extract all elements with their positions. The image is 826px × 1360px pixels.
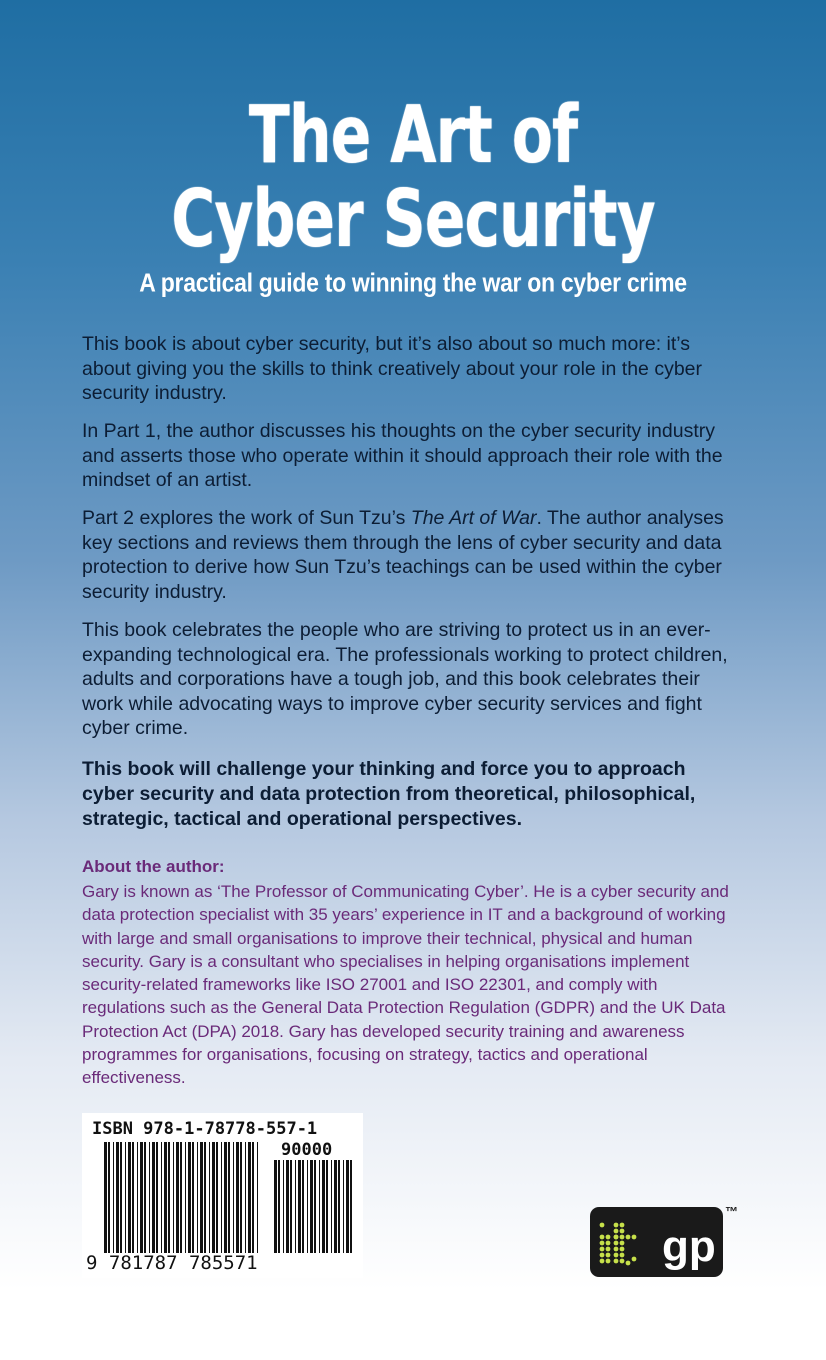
barcode-bar <box>319 1160 320 1253</box>
barcode-bar <box>224 1142 227 1253</box>
barcode-bar <box>252 1142 254 1253</box>
barcode-bar <box>302 1160 304 1253</box>
barcode-bar <box>346 1160 349 1253</box>
barcode-bar <box>156 1142 158 1253</box>
book-title-line-2: Cyber Security <box>171 173 655 266</box>
logo-dot <box>614 1241 619 1246</box>
logo-dot <box>620 1241 625 1246</box>
barcode-bar <box>209 1142 210 1253</box>
lead-statement: This book will challenge your thinking and force you to approach cyber security and data protection from theoretical, philosophical, strategic, tactical and operational perspectives. <box>82 758 696 830</box>
barcode-bar <box>314 1160 316 1253</box>
logo-dot <box>620 1253 625 1258</box>
trademark-symbol: ™ <box>725 1204 738 1219</box>
barcode-bar <box>283 1160 284 1253</box>
about-author-text: Gary is known as ‘The Professor of Communicating Cyber’. He is a cyber security and data protection specialist with 35 years’ experience in IT and a background of working with large and small organisations to improve their technical, physical and human security. Gary is a consultant who specialises in helping organisations implement security-related frameworks like ISO 27001 and ISO 22301, and comply with regulations such as the General Data Protection Regulation (GDPR) and the UK Data Protection Act (DPA) 2018. Gary has developed security training and awareness programmes for organisations, focusing on strategy, tactics and operational effectiveness. <box>82 882 729 1088</box>
barcode-bar <box>173 1142 174 1253</box>
barcode-bar <box>116 1142 119 1253</box>
barcode-bar <box>338 1160 340 1253</box>
barcode-bar <box>295 1160 296 1253</box>
barcode-bar <box>185 1142 186 1253</box>
barcode-bar <box>233 1142 234 1253</box>
barcode-bar <box>125 1142 126 1253</box>
logo-dot <box>600 1253 605 1258</box>
barcode-bar <box>132 1142 134 1253</box>
logo-dot <box>620 1247 625 1252</box>
barcode-bar <box>104 1142 107 1253</box>
art-of-war-italic: The Art of War <box>410 507 537 529</box>
barcode-bar <box>108 1142 110 1253</box>
barcode-bars-main <box>104 1142 258 1253</box>
logo-dot <box>620 1223 625 1228</box>
barcode-bar <box>274 1160 277 1253</box>
logo-dot <box>614 1247 619 1252</box>
logo-dot <box>606 1247 611 1252</box>
barcode-bar <box>326 1160 328 1253</box>
description-paragraph-2: In Part 1, the author discusses his thoughts on the cyber security industry and asserts those who operate within it should approach their role with the mindset of an artist. <box>82 420 723 491</box>
logo-dot <box>606 1253 611 1258</box>
barcode-bar <box>128 1142 131 1253</box>
barcode-bar <box>310 1160 313 1253</box>
barcode-bar <box>192 1142 194 1253</box>
logo-dot <box>614 1259 619 1264</box>
barcode-bar <box>228 1142 230 1253</box>
barcode-bar <box>343 1160 344 1253</box>
barcode-bar <box>245 1142 246 1253</box>
barcode-bar <box>331 1160 332 1253</box>
barcode-bar <box>307 1160 308 1253</box>
barcode-bar <box>216 1142 218 1253</box>
isbn-text: ISBN 978-1-78778-557-1 <box>92 1119 318 1139</box>
logo-dot-letters-it <box>600 1223 637 1266</box>
barcode-bar <box>286 1160 289 1253</box>
isbn-barcode <box>82 1113 363 1278</box>
description-paragraph-4: This book celebrates the people who are striving to protect us in an ever-expanding technological era. The professionals working to protect children, adults and corporations have a tough job, and this book celebrates their work while advocating ways to improve cyber security services and fight cyber crime. <box>82 619 728 739</box>
logo-dot <box>600 1241 605 1246</box>
description-paragraph-3 <box>82 506 742 604</box>
logo-dot <box>600 1223 605 1228</box>
logo-dot <box>626 1235 631 1240</box>
logo-dot <box>614 1235 619 1240</box>
barcode-bar <box>188 1142 191 1253</box>
barcode-bar <box>200 1142 203 1253</box>
logo-dot <box>614 1229 619 1234</box>
book-subtitle: A practical guide to winning the war on cyber crime <box>139 268 687 298</box>
book-title-line-1: The Art of <box>248 89 578 182</box>
barcode-bar <box>152 1142 155 1253</box>
about-author-heading: About the author: <box>82 857 225 876</box>
price-code-text: 90000 <box>281 1140 333 1160</box>
logo-dot <box>606 1235 611 1240</box>
barcode-bar <box>350 1160 352 1253</box>
barcode-digits: 9 781787 785571 <box>86 1252 258 1274</box>
barcode-bar <box>298 1160 301 1253</box>
barcode-bar <box>204 1142 206 1253</box>
barcode-bar <box>113 1142 114 1253</box>
barcode-bar <box>212 1142 215 1253</box>
barcode-bar <box>257 1142 258 1253</box>
logo-dot <box>632 1235 637 1240</box>
barcode-bar <box>290 1160 292 1253</box>
barcode-bars-addon <box>274 1160 352 1253</box>
logo-text-gp: gp <box>662 1222 716 1271</box>
barcode-bar <box>248 1142 251 1253</box>
barcode-bar <box>161 1142 162 1253</box>
logo-dot <box>606 1241 611 1246</box>
paragraph-3-text-after: . The author analyses key sections and reviews them through the lens of cyber security and data protection to derive how Sun Tzu’s teachings can be used within the cyber security industry. <box>82 507 724 603</box>
logo-dot <box>620 1235 625 1240</box>
barcode-bar <box>120 1142 122 1253</box>
barcode-bar <box>278 1160 280 1253</box>
barcode-bar <box>221 1142 222 1253</box>
logo-dot <box>600 1235 605 1240</box>
logo-dot <box>620 1229 625 1234</box>
barcode-bar <box>322 1160 325 1253</box>
barcode-bar <box>137 1142 138 1253</box>
logo-dot <box>606 1259 611 1264</box>
description-paragraph-1: This book is about cyber security, but it’s also about so much more: it’s about giving you the skills to think creatively about your role in the cyber security industry. <box>82 333 703 404</box>
barcode-bar <box>236 1142 239 1253</box>
barcode-bar <box>176 1142 179 1253</box>
logo-dot <box>614 1223 619 1228</box>
barcode-bar <box>144 1142 146 1253</box>
barcode-bar <box>140 1142 143 1253</box>
barcode-bar <box>168 1142 170 1253</box>
barcode-bar <box>164 1142 167 1253</box>
paragraph-3-text-before: Part 2 explores the work of Sun Tzu’s <box>82 507 411 529</box>
barcode-bar <box>240 1142 242 1253</box>
logo-dot <box>600 1259 605 1264</box>
barcode-bar <box>334 1160 337 1253</box>
logo-dot <box>614 1253 619 1258</box>
barcode-bar <box>149 1142 150 1253</box>
logo-dot <box>600 1247 605 1252</box>
logo-dot <box>626 1261 631 1266</box>
barcode-bar <box>197 1142 198 1253</box>
itgp-logo <box>590 1207 723 1277</box>
logo-dot <box>620 1259 625 1264</box>
barcode-bar <box>180 1142 182 1253</box>
logo-dot <box>632 1257 637 1262</box>
